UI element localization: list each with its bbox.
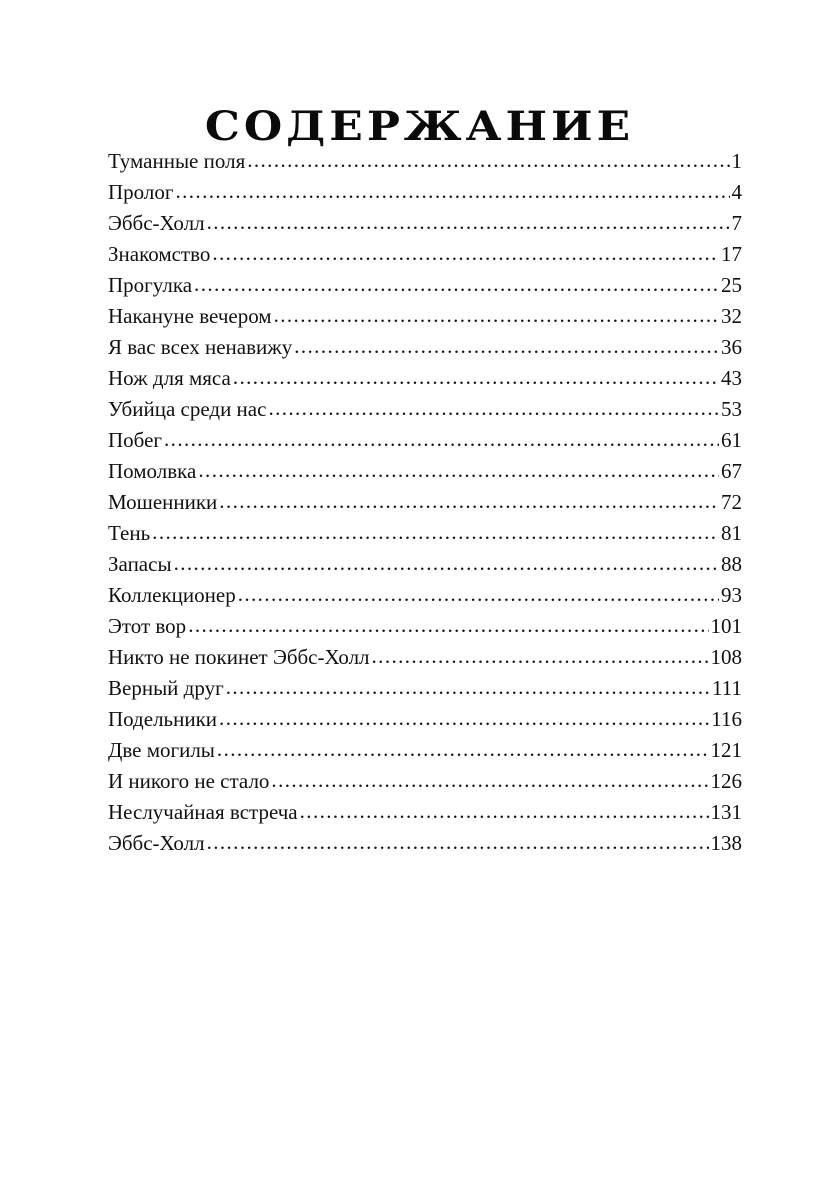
toc-entry-page-number: 101 (710, 614, 742, 638)
toc-entry-title: Побег (108, 428, 163, 452)
toc-entry-page-number: 131 (710, 800, 742, 824)
toc-entry-page-number: 93 (721, 583, 742, 607)
toc-entry (108, 456, 742, 487)
toc-entry-page-number: 7 (731, 211, 742, 235)
dot-leader (233, 362, 719, 393)
page-title: СОДЕРЖАНИЕ (204, 103, 635, 151)
toc-entry (108, 642, 742, 673)
toc-entry-title: Помолвка (108, 459, 197, 483)
dot-leader (198, 455, 719, 486)
toc-entry-page-number: 72 (721, 490, 742, 514)
toc-entry (108, 270, 742, 301)
dot-leader (194, 269, 719, 300)
toc-entry-title: Убийца среди нас (108, 397, 267, 421)
toc-entry-title: Туманные поля (108, 149, 246, 173)
toc-entry-page-number: 88 (721, 552, 742, 576)
toc-entry-title: И никого не стало (108, 769, 270, 793)
toc-entry (108, 673, 742, 704)
toc-entry (108, 828, 742, 859)
toc-entry-title: Неслучайная встреча (108, 800, 298, 824)
toc-entry (108, 239, 742, 270)
dot-leader (174, 548, 719, 579)
toc-entry-page-number: 17 (721, 242, 742, 266)
toc-entry-page-number: 43 (721, 366, 742, 390)
dot-leader (175, 176, 729, 207)
toc-entry-title: Эббс-Холл (108, 211, 205, 235)
toc-entry-page-number: 32 (721, 304, 742, 328)
toc-entry-page-number: 36 (721, 335, 742, 359)
toc-entry-title: Я вас всех ненавижу (108, 335, 293, 359)
toc-entry-title: Коллекционер (108, 583, 236, 607)
toc-entry-title: Верный друг (108, 676, 224, 700)
toc-entry-title: Мошенники (108, 490, 218, 514)
dot-leader (300, 796, 709, 827)
toc-entry (108, 487, 742, 518)
dot-leader (207, 827, 709, 858)
dot-leader (188, 610, 708, 641)
toc-entry-page-number: 138 (710, 831, 742, 855)
toc-entry-page-number: 116 (711, 707, 742, 731)
dot-leader (226, 672, 710, 703)
dot-leader (164, 424, 719, 455)
dot-leader (217, 734, 709, 765)
toc-entry-page-number: 108 (710, 645, 742, 669)
toc-entry (108, 797, 742, 828)
toc-entry (108, 146, 742, 177)
toc-entry (108, 580, 742, 611)
toc-entry (108, 363, 742, 394)
toc-entry-title: Нож для мяса (108, 366, 231, 390)
toc-entry (108, 549, 742, 580)
toc-entry (108, 301, 742, 332)
toc-entry-page-number: 111 (712, 676, 742, 700)
toc-entry-title: Этот вор (108, 614, 187, 638)
dot-leader (238, 579, 719, 610)
toc-entry-title: Знакомство (108, 242, 211, 266)
dot-leader (271, 765, 708, 796)
dot-leader (247, 145, 729, 176)
toc-entry (108, 704, 742, 735)
dot-leader (212, 238, 719, 269)
dot-leader (207, 207, 730, 238)
toc-entry (108, 611, 742, 642)
dot-leader (152, 517, 719, 548)
toc-entry-page-number: 81 (721, 521, 742, 545)
dot-leader (268, 393, 719, 424)
toc-entry-title: Пролог (108, 180, 174, 204)
toc-entry-page-number: 4 (731, 180, 742, 204)
toc-entry-page-number: 67 (721, 459, 742, 483)
toc-entry (108, 332, 742, 363)
toc-entry-page-number: 53 (721, 397, 742, 421)
dot-leader (219, 486, 719, 517)
dot-leader (274, 300, 719, 331)
toc-entry (108, 177, 742, 208)
toc-entry-title: Эббс-Холл (108, 831, 205, 855)
toc-entry-page-number: 121 (710, 738, 742, 762)
toc-entry-title: Прогулка (108, 273, 193, 297)
toc-entry (108, 394, 742, 425)
toc-entry (108, 518, 742, 549)
toc-entry (108, 735, 742, 766)
table-of-contents (108, 146, 742, 859)
toc-entry (108, 766, 742, 797)
toc-entry-page-number: 61 (721, 428, 742, 452)
toc-entry-title: Накануне вечером (108, 304, 272, 328)
dot-leader (294, 331, 719, 362)
dot-leader (219, 703, 709, 734)
toc-entry (108, 425, 742, 456)
toc-entry-page-number: 25 (721, 273, 742, 297)
toc-entry-title: Подельники (108, 707, 218, 731)
toc-entry-title: Запасы (108, 552, 172, 576)
toc-entry-title: Никто не покинет Эббс-Холл (108, 645, 370, 669)
toc-entry-page-number: 126 (710, 769, 742, 793)
toc-entry-page-number: 1 (731, 149, 742, 173)
dot-leader (372, 641, 709, 672)
toc-entry-title: Тень (108, 521, 151, 545)
toc-entry-title: Две могилы (108, 738, 215, 762)
toc-entry (108, 208, 742, 239)
